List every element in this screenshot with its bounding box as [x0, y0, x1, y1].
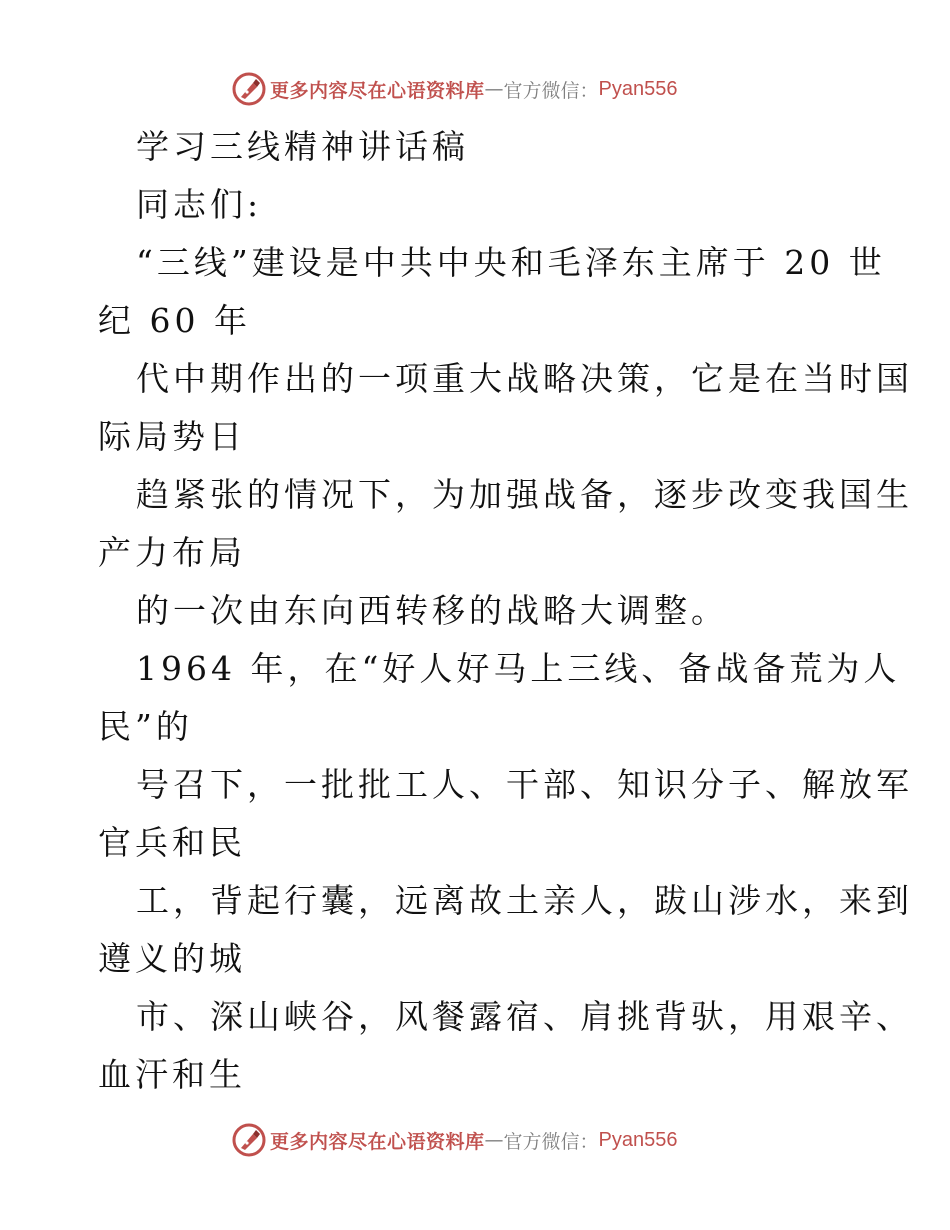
- banner-wechat-label: 官方微信：: [503, 79, 599, 102]
- text-line: 民”的: [98, 707, 193, 746]
- document-title: 学习三线精神讲话稿: [136, 127, 469, 166]
- banner-brand-text: 更多内容尽在心语资料库: [270, 1130, 485, 1153]
- text-line: 号召下，一批批工人、干部、知识分子、解放军: [136, 765, 913, 804]
- banner-wechat-id: Pyan556: [598, 1128, 678, 1151]
- salutation: 同志们:: [136, 185, 263, 224]
- document-body: [98, 118, 913, 1104]
- text-line: 趋紧张的情况下，为加强战备，逐步改变我国生: [136, 475, 913, 514]
- text-line: 遵义的城: [98, 939, 246, 978]
- text-line: 代中期作出的一项重大战略决策，它是在当时国: [136, 359, 913, 398]
- text-line: 1964 年，在“好人好马上三线、备战备荒为人: [136, 649, 901, 688]
- pen-nib-logo-icon: [232, 1123, 266, 1157]
- text-line: 际局势日: [98, 417, 246, 456]
- banner-wechat-id: Pyan556: [598, 77, 678, 100]
- text-line: “三线”建设是中共中央和毛泽东主席于 20 世: [136, 243, 886, 282]
- text-line: 纪 60 年: [98, 301, 251, 340]
- banner-dash: —: [484, 1129, 504, 1151]
- banner-wechat-label: 官方微信：: [503, 1130, 599, 1153]
- text-line: 市、深山峡谷，风餐露宿、肩挑背驮，用艰辛、: [136, 997, 913, 1036]
- banner-dash: —: [484, 78, 504, 100]
- banner-brand-text: 更多内容尽在心语资料库: [270, 79, 485, 102]
- text-line: 工，背起行囊，远离故土亲人，跋山涉水，来到: [136, 881, 913, 920]
- footer-banner: [232, 1122, 678, 1158]
- text-line: 血汗和生: [98, 1055, 246, 1094]
- pen-nib-logo-icon: [232, 72, 266, 106]
- text-line: 产力布局: [98, 533, 246, 572]
- text-line: 的一次由东向西转移的战略大调整。: [136, 591, 728, 630]
- header-banner: [232, 71, 678, 107]
- text-line: 官兵和民: [98, 823, 246, 862]
